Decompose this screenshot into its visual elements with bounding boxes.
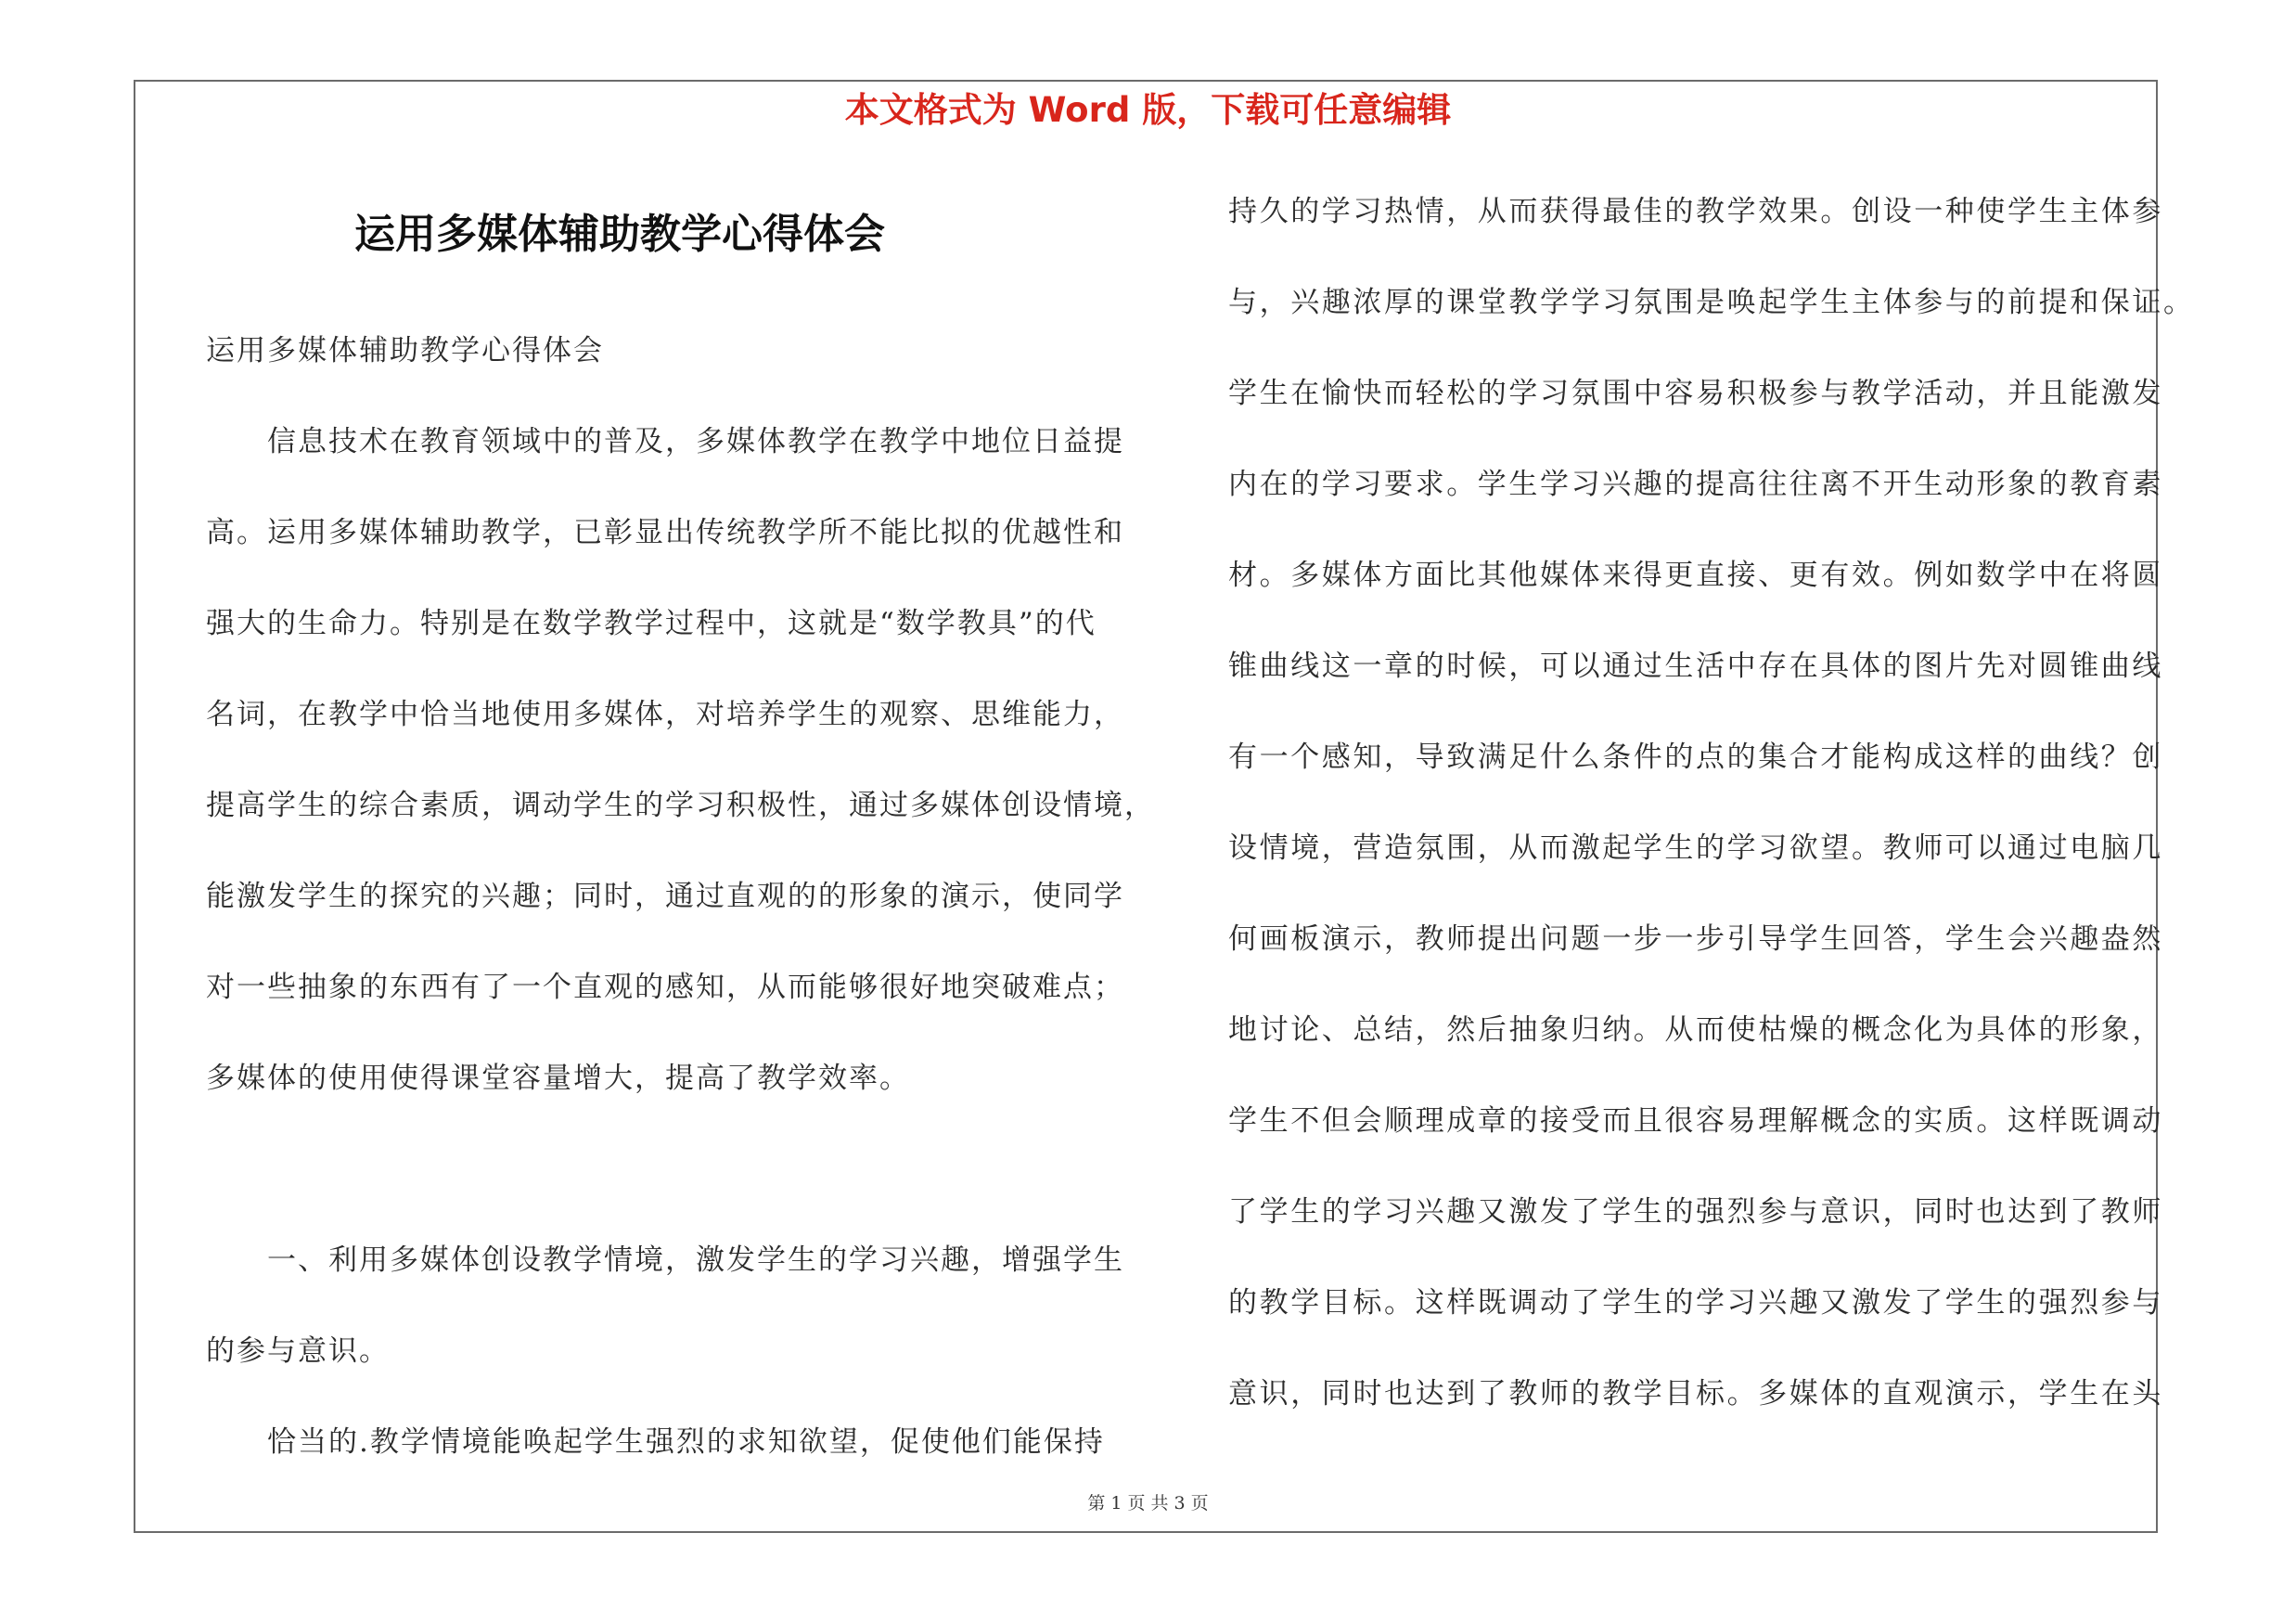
body-line: 高。运用多媒体辅助教学，已彰显出传统教学所不能比拟的优越性和 <box>206 516 1124 549</box>
page-number-footer: 第 1 页 共 3 页 <box>1087 1493 1209 1514</box>
body-line: 持久的学习热情，从而获得最佳的教学效果。创设一种使学生主体参 <box>1228 195 2163 228</box>
body-line: 信息技术在教育领域中的普及，多媒体教学在教学中地位日益提 <box>267 425 1124 458</box>
body-line: 对一些抽象的东西有了一个直观的感知，从而能够很好地突破难点； <box>206 971 1124 1004</box>
body-line: 与，兴趣浓厚的课堂教学学习氛围是唤起学生主体参与的前提和保证。 <box>1228 286 2195 319</box>
body-line: 强大的生命力。特别是在数学教学过程中，这就是“数学教具”的代 <box>206 607 1097 640</box>
body-line: 多媒体的使用使得课堂容量增大，提高了教学效率。 <box>206 1062 910 1095</box>
body-line: 锥曲线这一章的时候，可以通过生活中存在具体的图片先对圆锥曲线 <box>1228 650 2163 683</box>
body-line: 名词，在教学中恰当地使用多媒体，对培养学生的观察、思维能力， <box>206 698 1124 731</box>
body-line: 了学生的学习兴趣又激发了学生的强烈参与意识，同时也达到了教师 <box>1228 1195 2163 1229</box>
section-heading-line: 一、利用多媒体创设教学情境，激发学生的学习兴趣，增强学生 <box>267 1243 1124 1277</box>
format-banner: 本文格式为 Word 版，下载可任意编辑 <box>844 90 1452 130</box>
body-line: 有一个感知，导致满足什么条件的点的集合才能构成这样的曲线？创 <box>1228 741 2163 774</box>
body-line: 内在的学习要求。学生学习兴趣的提高往往离不开生动形象的教育素 <box>1228 468 2163 501</box>
body-line: 意识，同时也达到了教师的教学目标。多媒体的直观演示，学生在头 <box>1228 1377 2163 1410</box>
body-line: 提高学生的综合素质，调动学生的学习积极性，通过多媒体创设情境， <box>206 789 1155 822</box>
subtitle-line: 运用多媒体辅助教学心得体会 <box>206 334 604 367</box>
body-line: 设情境，营造氛围，从而激起学生的学习欲望。教师可以通过电脑几 <box>1228 831 2163 865</box>
body-line: 能激发学生的探究的兴趣；同时，通过直观的的形象的演示，使同学 <box>206 880 1124 913</box>
right-column <box>1228 0 2195 1623</box>
body-line: 的教学目标。这样既调动了学生的学习兴趣又激发了学生的强烈参与 <box>1228 1286 2163 1320</box>
body-line: 学生在愉快而轻松的学习氛围中容易积极参与教学活动，并且能激发 <box>1228 377 2163 410</box>
section-heading-line: 的参与意识。 <box>206 1334 390 1368</box>
body-line: 何画板演示，教师提出问题一步一步引导学生回答，学生会兴趣盎然 <box>1228 922 2163 956</box>
body-line: 恰当的.教学情境能唤起学生强烈的求知欲望，促使他们能保持 <box>267 1425 1105 1459</box>
body-line: 材。多媒体方面比其他媒体来得更直接、更有效。例如数学中在将圆 <box>1228 559 2163 592</box>
body-line: 地讨论、总结，然后抽象归纳。从而使枯燥的概念化为具体的形象， <box>1228 1013 2163 1047</box>
document-title: 运用多媒体辅助教学心得体会 <box>354 211 885 258</box>
body-line: 学生不但会顺理成章的接受而且很容易理解概念的实质。这样既调动 <box>1228 1104 2163 1138</box>
